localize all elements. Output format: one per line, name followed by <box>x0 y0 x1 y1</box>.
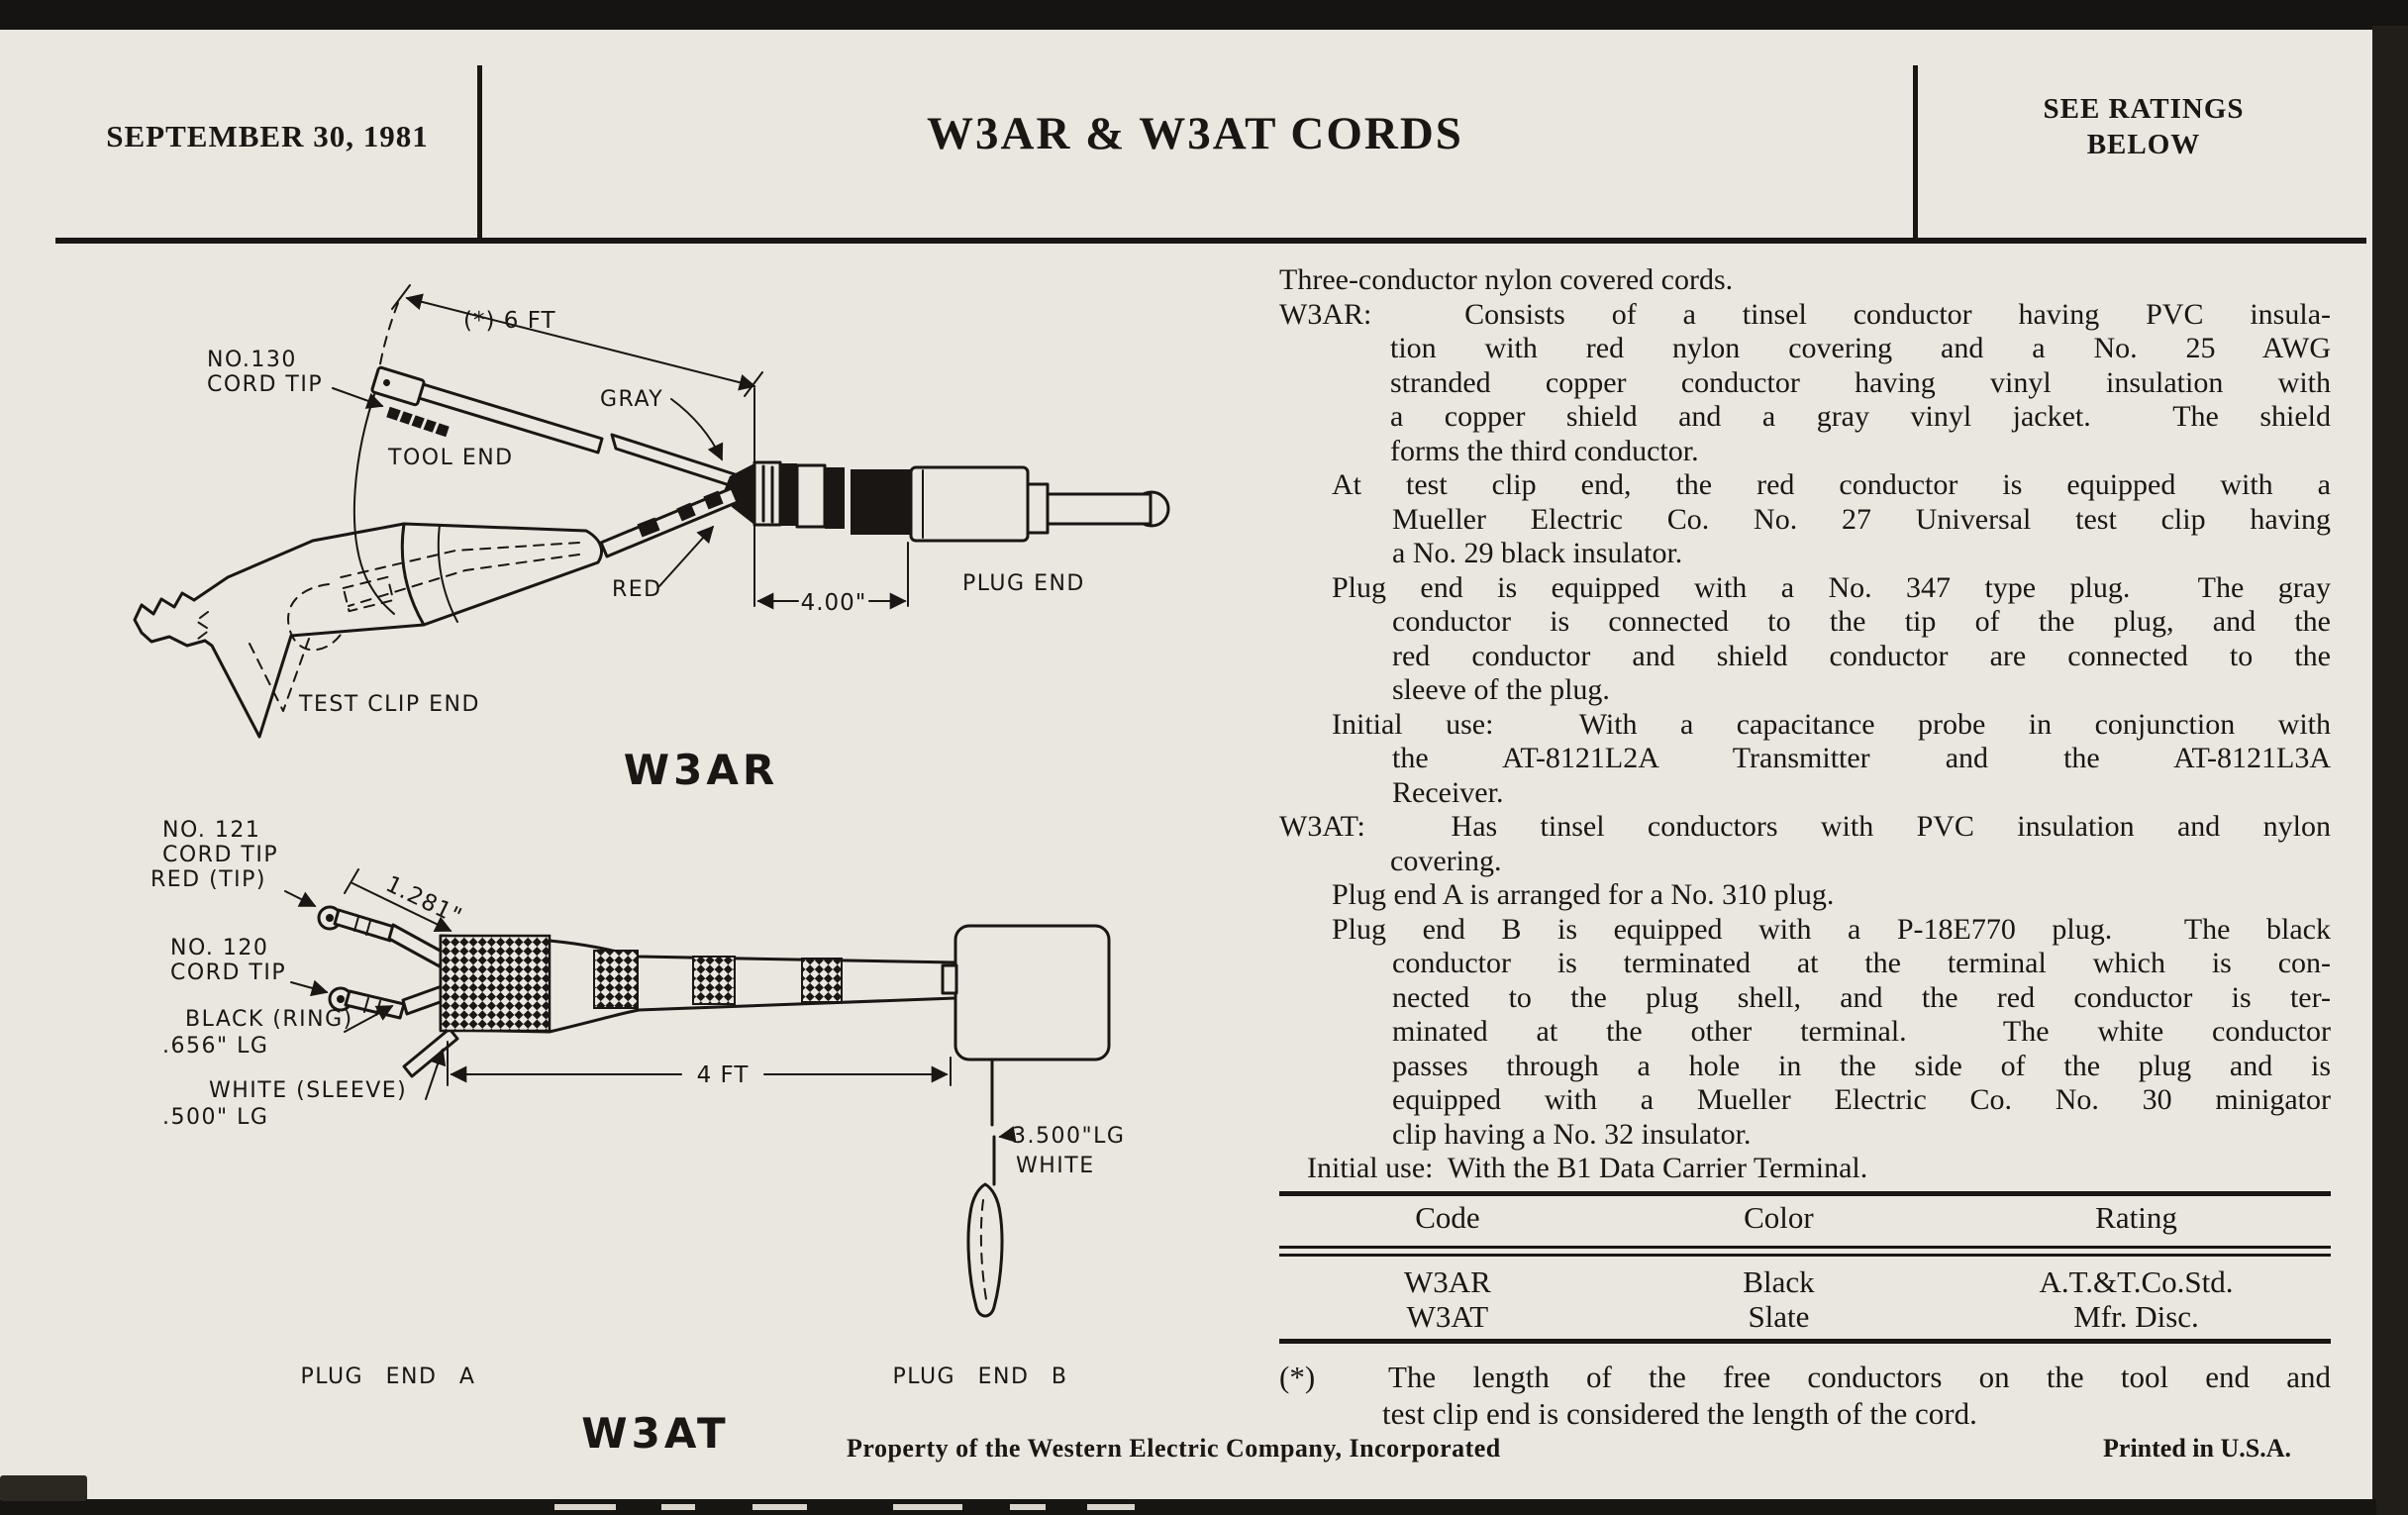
spec-text-line: Mueller Electric Co. No. 27 Universal test clip having <box>1392 502 2331 536</box>
white-sleeve-label-line1: WHITE (SLEEVE) <box>209 1078 408 1103</box>
spec-text-line: the AT-8121L2A Transmitter and the AT-8121L3A <box>1392 742 2331 774</box>
spec-text-line: Plug end B is equipped with a P-18E770 plug. The black <box>1332 912 2331 946</box>
white-lead-label-line2: WHITE <box>1016 1154 1095 1178</box>
gray-conductor-label: GRAY <box>600 387 664 412</box>
six-ft-arc <box>354 386 394 614</box>
no120-label-line1: NO. 120 <box>170 936 269 960</box>
spec-text-line: minated at the other terminal. The white conductor <box>1392 1015 2331 1048</box>
spec-text-line: a No. 29 black insulator. <box>1392 537 1683 569</box>
spec-text-line: Three-conductor nylon covered cords. <box>1279 263 1734 296</box>
leader-line <box>285 891 315 906</box>
tool-end-rod-segment <box>396 377 602 453</box>
no120-label-line2: CORD TIP <box>170 960 287 985</box>
leader-line <box>671 399 722 459</box>
spec-text-line: conductor is connected to the tip of the plug, and the <box>1392 605 2331 638</box>
spec-text-line: stranded copper conductor having vinyl insulation with <box>1390 365 2331 399</box>
cord-stripe <box>706 497 721 503</box>
table-header-row-cell: Rating <box>2095 1200 2177 1235</box>
no130-label-line2: CORD TIP <box>207 372 324 397</box>
strain-relief-band <box>780 463 797 526</box>
plug-shaft <box>1048 494 1151 524</box>
table-row-cell: Black <box>1743 1264 1815 1299</box>
white-sleeve-label-line2: .500" LG <box>162 1105 269 1130</box>
spec-text-line: W3AR: Consists of a tinsel conductor having PVC insula- <box>1279 297 2331 331</box>
table-row-cell: W3AR <box>1404 1264 1491 1299</box>
spec-text-line: red conductor and shield conductor are connected to the <box>1392 639 2331 672</box>
plug-end-b-label: PLUG END B <box>892 1364 1068 1389</box>
spec-text-line: Initial use: With the B1 Data Carrier Terminal. <box>1307 1152 1868 1184</box>
cord-stripe <box>640 524 657 531</box>
dimension-tick <box>392 285 410 309</box>
leader-line <box>291 982 327 992</box>
cord-stripe <box>679 509 693 515</box>
table-row-cell: A.T.&T.Co.Std. <box>2039 1264 2234 1299</box>
no121-label-line3: RED (TIP) <box>150 867 266 892</box>
plug-b-body <box>955 926 1109 1060</box>
six-ft-dimension-line <box>407 298 754 386</box>
leader-line <box>1000 1135 1012 1137</box>
w3at-caption: W3AT <box>581 1409 730 1458</box>
w3at-diagram <box>150 818 1125 1458</box>
page-title: W3AR & W3AT CORDS <box>927 108 1463 159</box>
spec-text-line: passes through a hole in the side of the plug and is <box>1392 1049 2331 1082</box>
red-conductor <box>389 925 444 966</box>
dim-1281-label: 1.281" <box>381 871 466 931</box>
no130-label-line1: NO.130 <box>207 348 297 372</box>
clip-detail-dashed <box>196 612 210 639</box>
ratings-note-line2: BELOW <box>2086 129 2201 160</box>
table-row-cell: Mfr. Disc. <box>2073 1299 2199 1334</box>
clip-spring-dashed <box>288 584 343 650</box>
red-conductor-label: RED <box>612 577 662 602</box>
shield-stub-wire <box>388 409 448 436</box>
clip-crimp-zigzag <box>135 593 205 646</box>
document-date: SEPTEMBER 30, 1981 <box>106 119 429 153</box>
footnote-line: (*) The length of the free conductors on the tool end and <box>1279 1360 2331 1394</box>
ring-terminal-hole <box>326 914 334 922</box>
w3ar-diagram <box>135 285 1168 794</box>
plug-end-label: PLUG END <box>962 571 1085 596</box>
braid-section <box>441 936 550 1031</box>
table-row-cell: Slate <box>1748 1299 1810 1334</box>
plug-end-a-label: PLUG END A <box>300 1364 476 1389</box>
spec-text-line: nected to the plug shell, and the red conductor is ter- <box>1392 980 2331 1014</box>
no130-cord-tip <box>371 367 425 406</box>
footnote-line: test clip end is considered the length of the cord. <box>1382 1396 1977 1431</box>
spec-text-line: Initial use: With a capacitance probe in conjunction with <box>1332 707 2331 741</box>
spec-text-line: a copper shield and a gray vinyl jacket. The shield <box>1390 400 2331 433</box>
plug-body <box>911 467 1028 541</box>
spec-text-line: forms the third conductor. <box>1390 434 1699 467</box>
property-notice: Property of the Western Electric Company, Incorporated <box>847 1434 1501 1463</box>
table-header-row-cell: Color <box>1744 1200 1814 1235</box>
plug-collar <box>1028 484 1048 533</box>
spec-text-line: conductor is terminated at the terminal which is con- <box>1392 947 2331 979</box>
strain-relief-band <box>797 465 825 527</box>
four-inch-dimension-label: 4.00" <box>800 590 867 616</box>
strain-relief-band <box>754 462 780 525</box>
no121-label-line1: NO. 121 <box>162 818 261 843</box>
tool-end-rod-segment <box>612 435 739 488</box>
ratings-note-line1: SEE RATINGS <box>2043 93 2245 125</box>
spec-text-line: clip having a No. 32 insulator. <box>1392 1117 1752 1151</box>
spec-text-line: sleeve of the plug. <box>1392 673 1610 706</box>
printed-in-usa: Printed in U.S.A. <box>2103 1434 2291 1463</box>
dimension-tick <box>345 869 358 893</box>
cord-sheath-band <box>851 469 911 535</box>
terminal-tab <box>335 910 394 941</box>
terminal-tab <box>346 991 404 1018</box>
spec-text-line: Receiver. <box>1392 775 1504 809</box>
ring-terminal-hole <box>337 995 345 1003</box>
clip-jaw <box>205 625 424 737</box>
black-ring-label-line1: BLACK (RING) <box>185 1007 353 1032</box>
table-row-cell: W3AT <box>1406 1299 1489 1334</box>
tool-end-label: TOOL END <box>388 446 514 470</box>
w3ar-caption: W3AR <box>623 746 779 794</box>
six-ft-dimension-label: (*) 6 FT <box>463 308 556 334</box>
no121-label-line2: CORD TIP <box>162 843 279 867</box>
white-conductor-stub <box>404 1029 457 1076</box>
table-header-row-cell: Code <box>1415 1200 1480 1235</box>
black-ring-label-line2: .656" LG <box>162 1034 269 1059</box>
plug-b-cord-entry <box>943 965 956 993</box>
leader-line <box>659 527 713 586</box>
spec-text-line: Plug end A is arranged for a No. 310 plug. <box>1332 878 1835 911</box>
spec-text-line: At test clip end, the red conductor is equipped with a <box>1332 468 2331 501</box>
test-clip-insulator <box>402 524 601 625</box>
spec-text-line: Plug end is equipped with a No. 347 type plug. The gray <box>1332 570 2331 604</box>
braid-section <box>693 957 735 1004</box>
four-ft-dimension-label: 4 FT <box>696 1062 750 1088</box>
braid-section <box>594 951 638 1008</box>
spec-text-line: equipped with a Mueller Electric Co. No. 30 minigator <box>1392 1083 2331 1116</box>
spec-text-line: covering. <box>1390 844 1502 877</box>
white-lead-label-line1: 3.500"LG <box>1012 1124 1126 1149</box>
test-clip-end-label: TEST CLIP END <box>299 692 480 717</box>
braid-section <box>802 959 842 1002</box>
spec-text-line: W3AT: Has tinsel conductors with PVC insulation and nylon <box>1279 810 2331 843</box>
strain-relief-band <box>825 467 845 529</box>
spec-text-line: tion with red nylon covering and a No. 25 AWG <box>1390 332 2331 364</box>
